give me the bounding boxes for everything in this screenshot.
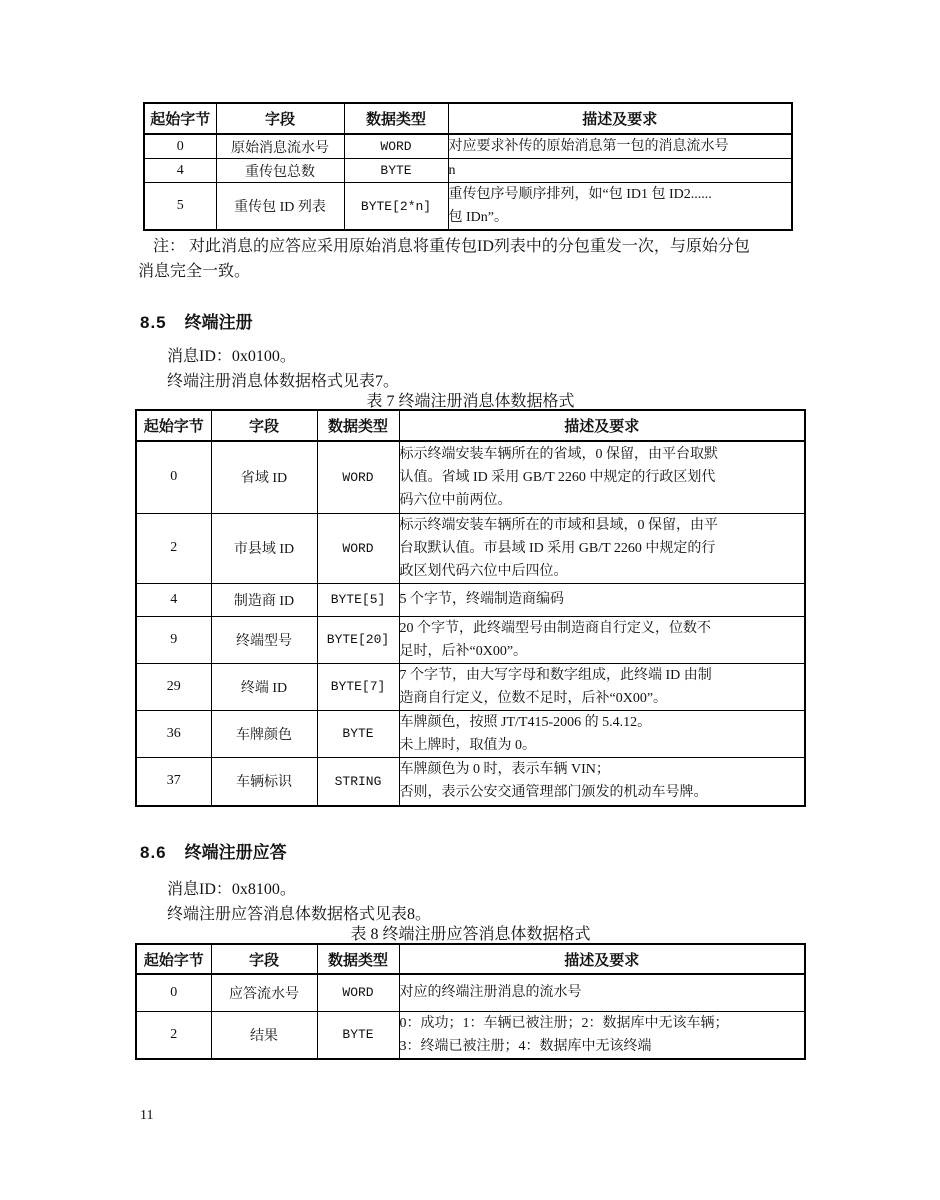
description-line: 标示终端安装车辆所在的市域和县域，0 保留，由平	[399, 517, 718, 533]
cell-description	[399, 441, 805, 513]
table-reference-line: 终端注册消息体数据格式见表7。	[167, 373, 400, 390]
description-line: 否则，表示公安交通管理部门颁发的机动车号牌。	[399, 785, 708, 801]
note-line: 消息完全一致。	[138, 263, 251, 280]
col-header-description: 描述及要求	[448, 103, 792, 134]
cell-start-byte: 0	[136, 974, 211, 1011]
cell-description	[399, 513, 805, 583]
cell-field: 应答流水号	[211, 974, 317, 1011]
table8-caption: 表 8 终端注册应答消息体数据格式	[350, 926, 591, 943]
cell-data-type: BYTE[2*n]	[344, 183, 448, 231]
retransmit-table	[143, 102, 793, 231]
description-line: 足时，后补“0X00”。	[399, 643, 528, 659]
cell-description	[448, 159, 792, 183]
cell-start-byte: 36	[136, 710, 211, 757]
cell-description	[399, 710, 805, 757]
table-row	[136, 710, 805, 757]
cell-field: 结果	[211, 1011, 317, 1059]
col-header-field: 字段	[211, 944, 317, 974]
cell-data-type: WORD	[344, 134, 448, 159]
description-line: 台取默认值。市县域 ID 采用 GB/T 2260 中规定的行	[399, 540, 716, 556]
description-line: 包 IDn”。	[448, 210, 508, 225]
description-line: 20 个字节，此终端型号由制造商自行定义，位数不	[399, 620, 711, 636]
cell-data-type: BYTE	[317, 1011, 399, 1059]
table-header-row	[144, 103, 792, 134]
description-line: 认值。省域 ID 采用 GB/T 2260 中规定的行政区划代	[399, 469, 716, 485]
table-row	[136, 663, 805, 710]
description-line: 5 个字节，终端制造商编码	[399, 592, 564, 607]
col-header-data-type: 数据类型	[344, 103, 448, 134]
cell-description	[448, 183, 792, 231]
table-row	[136, 757, 805, 806]
description-line: 造商自行定义，位数不足时，后补“0X00”。	[399, 690, 668, 706]
table-note	[138, 234, 806, 284]
col-header-field: 字段	[211, 410, 317, 441]
cell-data-type: BYTE[20]	[317, 616, 399, 663]
table-row	[136, 583, 805, 616]
col-header-start-byte: 起始字节	[144, 103, 216, 134]
table-row	[136, 616, 805, 663]
table-reference-line: 终端注册应答消息体数据格式见表8。	[167, 906, 432, 923]
table-header-row	[136, 410, 805, 441]
cell-start-byte: 4	[136, 583, 211, 616]
description-line: 车牌颜色为 0 时，表示车辆 VIN；	[399, 762, 610, 778]
description-line: 7 个字节，由大写字母和数字组成，此终端 ID 由制	[399, 667, 712, 683]
section-title: 终端注册应答	[184, 843, 287, 862]
description-line: 0：成功；1：车辆已被注册；2：数据库中无该车辆；	[399, 1015, 729, 1031]
cell-start-byte: 2	[136, 1011, 211, 1059]
cell-field: 重传包总数	[216, 159, 344, 183]
cell-field: 终端型号	[211, 616, 317, 663]
table-row	[144, 183, 792, 231]
description-line: n	[448, 163, 456, 178]
table-row	[144, 134, 792, 159]
register-response-table	[135, 943, 806, 1060]
cell-description	[399, 1011, 805, 1059]
cell-start-byte: 0	[144, 134, 216, 159]
col-header-start-byte: 起始字节	[136, 944, 211, 974]
page-number: 11	[140, 1108, 154, 1123]
description-line: 3：终端已被注册；4：数据库中无该终端	[399, 1038, 652, 1054]
description-line: 对应的终端注册消息的流水号	[399, 985, 582, 1001]
cell-description	[399, 616, 805, 663]
col-header-data-type: 数据类型	[317, 410, 399, 441]
cell-field: 省域 ID	[211, 441, 317, 513]
cell-start-byte: 4	[144, 159, 216, 183]
cell-description	[399, 663, 805, 710]
cell-start-byte: 9	[136, 616, 211, 663]
cell-description	[399, 583, 805, 616]
cell-data-type: STRING	[317, 757, 399, 806]
col-header-data-type: 数据类型	[317, 944, 399, 974]
table-row	[136, 974, 805, 1011]
cell-start-byte: 0	[136, 441, 211, 513]
cell-description	[399, 974, 805, 1011]
cell-data-type: WORD	[317, 441, 399, 513]
cell-start-byte: 29	[136, 663, 211, 710]
cell-field: 市县域 ID	[211, 513, 317, 583]
col-header-description: 描述及要求	[399, 944, 805, 974]
cell-field: 制造商 ID	[211, 583, 317, 616]
col-header-field: 字段	[216, 103, 344, 134]
note-line: 注： 对此消息的应答应采用原始消息将重传包ID列表中的分包重发一次，与原始分包	[153, 238, 750, 255]
col-header-description: 描述及要求	[399, 410, 805, 441]
description-line: 未上牌时，取值为 0。	[399, 737, 536, 753]
table-row	[136, 441, 805, 513]
table-row	[144, 159, 792, 183]
cell-field: 原始消息流水号	[216, 134, 344, 159]
table7-caption: 表 7 终端注册消息体数据格式	[366, 393, 575, 410]
section-heading-8-6	[140, 838, 287, 863]
cell-description	[399, 757, 805, 806]
description-line: 政区划代码六位中后四位。	[399, 563, 568, 579]
cell-field: 终端 ID	[211, 663, 317, 710]
cell-start-byte: 2	[136, 513, 211, 583]
cell-data-type: WORD	[317, 974, 399, 1011]
cell-data-type: WORD	[317, 513, 399, 583]
cell-field: 重传包 ID 列表	[216, 183, 344, 231]
description-line: 对应要求补传的原始消息第一包的消息流水号	[448, 139, 729, 154]
description-line: 标示终端安装车辆所在的省域，0 保留，由平台取默	[399, 446, 718, 462]
cell-data-type: BYTE	[344, 159, 448, 183]
cell-field: 车牌颜色	[211, 710, 317, 757]
message-id-line: 消息ID：0x0100。	[167, 348, 296, 365]
description-line: 重传包序号顺序排列，如“包 ID1 包 ID2......	[448, 187, 712, 202]
table-row	[136, 513, 805, 583]
terminal-register-table	[135, 409, 806, 807]
cell-description	[448, 134, 792, 159]
cell-start-byte: 5	[144, 183, 216, 231]
section-number: 8.6	[140, 843, 167, 862]
description-line: 码六位中前两位。	[399, 492, 512, 508]
description-line: 车牌颜色，按照 JT/T415-2006 的 5.4.12。	[399, 714, 652, 730]
cell-data-type: BYTE[5]	[317, 583, 399, 616]
message-id-line: 消息ID：0x8100。	[167, 881, 296, 898]
cell-data-type: BYTE[7]	[317, 663, 399, 710]
section-title: 终端注册	[184, 313, 253, 332]
section-number: 8.5	[140, 313, 167, 332]
table-row	[136, 1011, 805, 1059]
cell-start-byte: 37	[136, 757, 211, 806]
section-heading-8-5	[140, 308, 253, 333]
cell-field: 车辆标识	[211, 757, 317, 806]
cell-data-type: BYTE	[317, 710, 399, 757]
col-header-start-byte: 起始字节	[136, 410, 211, 441]
table-header-row	[136, 944, 805, 974]
